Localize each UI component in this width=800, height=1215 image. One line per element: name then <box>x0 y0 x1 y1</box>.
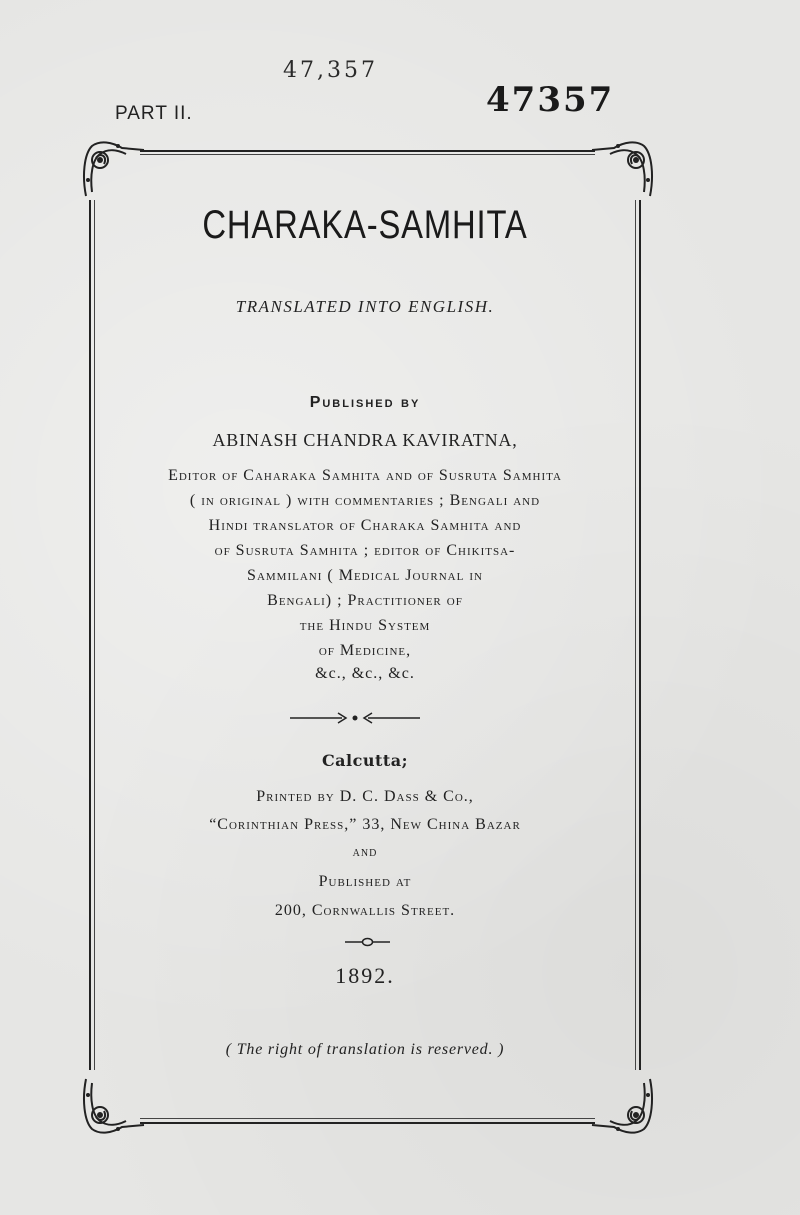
imprint-city: Calcutta; <box>321 751 409 770</box>
corner-ornament-bottom-right <box>588 1075 658 1139</box>
published-by-label: Published by <box>309 394 421 411</box>
author-description-line: &c., &c., &c. <box>315 665 415 682</box>
imprint-line: 200, Cornwallis Street. <box>274 902 456 919</box>
border-left <box>89 200 91 1070</box>
author-description-line: ( in original ) with commentaries ; Bengali and <box>189 492 541 509</box>
author-description-line: of Susruta Samhita ; editor of Chikitsa- <box>214 542 516 559</box>
border-bottom-inner <box>140 1118 595 1119</box>
small-divider-ornament <box>345 935 390 949</box>
rights-notice: ( The right of translation is reserved. ) <box>225 1041 505 1058</box>
author-description-line: Editor of Caharaka Samhita and of Susruta Samhita <box>168 467 562 484</box>
imprint-line: Printed by D. C. Dass & Co., <box>256 788 474 805</box>
border-top <box>140 150 595 152</box>
publication-year: 1892. <box>335 963 395 988</box>
author-description-line: of Medicine, <box>318 642 412 659</box>
border-right-inner <box>635 200 636 1070</box>
corner-ornament-top-right <box>588 136 658 200</box>
handwritten-accession-number: 47357 <box>486 80 615 120</box>
imprint-line: “Corinthian Press,” 33, New China Bazar <box>209 816 521 833</box>
corner-ornament-bottom-left <box>78 1075 148 1139</box>
author-description-line: Hindi translator of Charaka Samhita and <box>208 517 522 534</box>
imprint-line: Published at <box>318 873 412 890</box>
part-label: PART II. <box>115 103 193 124</box>
author-description-line: Sammilani ( Medical Journal in <box>247 567 483 584</box>
book-subtitle: TRANSLATED INTO ENGLISH. <box>235 297 495 316</box>
corner-ornament-top-left <box>78 136 148 200</box>
divider-ornament <box>290 708 420 728</box>
author-name: ABINASH CHANDRA KAVIRATNA, <box>212 430 518 450</box>
border-left-inner <box>94 200 95 1070</box>
book-title: CHARAKA-SAMHITA <box>202 203 528 247</box>
border-bottom <box>140 1122 595 1124</box>
border-top-inner <box>140 154 595 155</box>
handwritten-catalog-number: 47,357 <box>283 58 378 83</box>
author-description-line: Bengali) ; Practitioner of <box>267 592 463 609</box>
imprint-line: and <box>352 845 378 860</box>
author-description-line: the Hindu System <box>299 617 431 634</box>
border-right <box>639 200 641 1070</box>
